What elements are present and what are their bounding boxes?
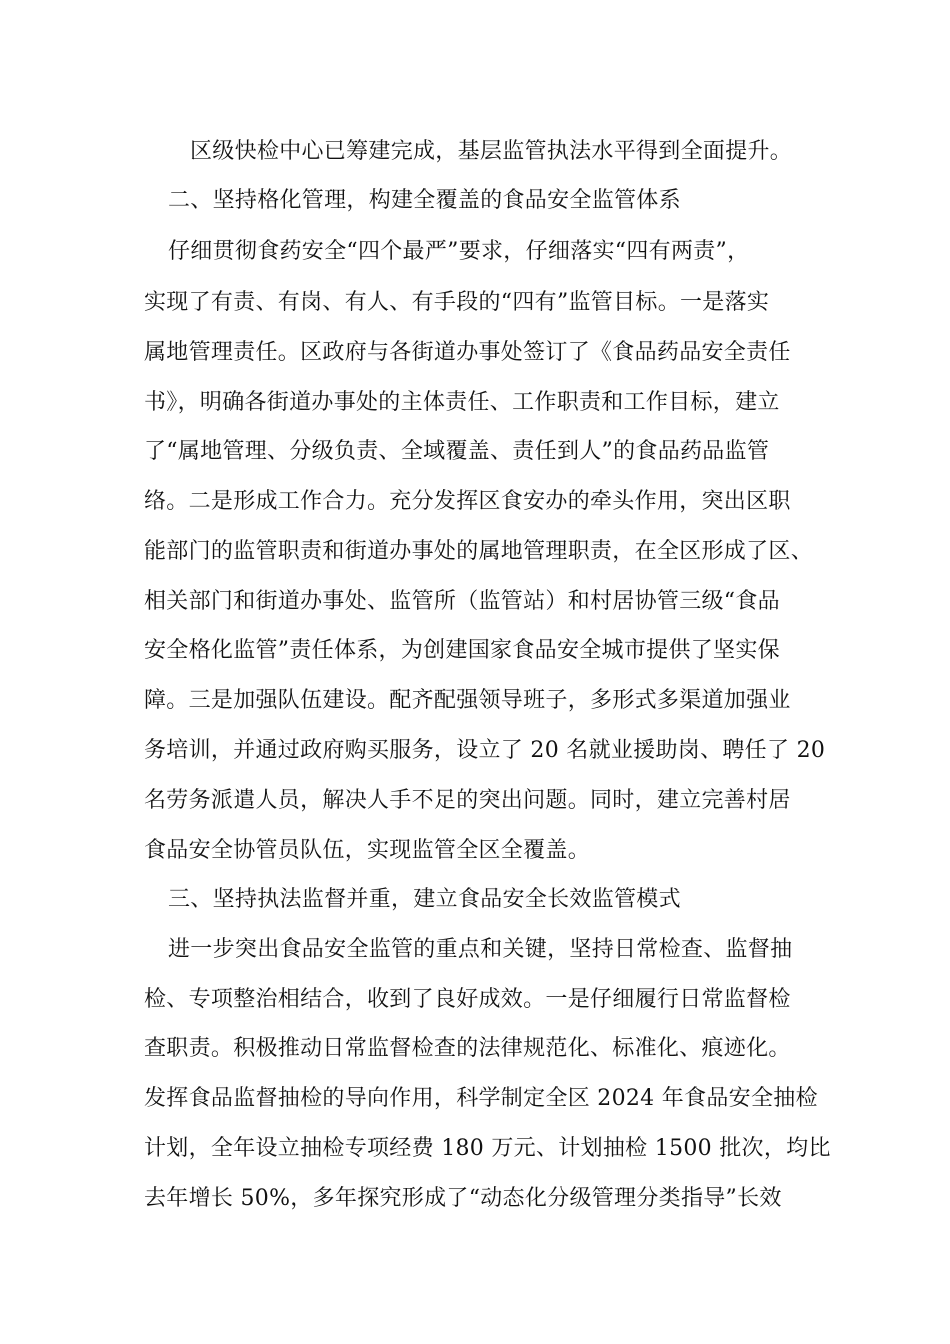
paragraph-line: 食品安全协管员队伍，实现监管全区全覆盖。 xyxy=(144,838,591,863)
paragraph-line: 仔细贯彻食药安全“四个最严”要求，仔细落实“四有两责”， xyxy=(168,239,750,264)
paragraph-line: 检、专项整治相结合，收到了良好成效。一是仔细履行日常监督检 xyxy=(144,987,791,1012)
section-heading: 三、坚持执法监督并重，建立食品安全长效监管模式 xyxy=(168,887,681,912)
paragraph-line: 名劳务派遣人员，解决人手不足的突出问题。同时，建立完善村居 xyxy=(144,788,791,813)
paragraph-line: 障。三是加强队伍建设。配齐配强领导班子，多形式多渠道加强业 xyxy=(144,688,791,713)
paragraph-line: 实现了有责、有岗、有人、有手段的“四有”监管目标。一是落实 xyxy=(144,290,770,315)
paragraph-line: 属地管理责任。区政府与各街道办事处签订了《食品药品安全责任 xyxy=(144,340,791,365)
paragraph-line: 安全格化监管”责任体系，为创建国家食品安全城市提供了坚实保 xyxy=(144,638,780,663)
paragraph-line: 相关部门和街道办事处、监管所（监管站）和村居协管三级“食品 xyxy=(144,589,780,614)
paragraph-line: 计划，全年设立抽检专项经费 180 万元、计划抽检 1500 批次，均比 xyxy=(144,1136,831,1161)
paragraph-line: 进一步突出食品安全监管的重点和关键，坚持日常检查、监督抽 xyxy=(168,937,793,962)
paragraph-line: 务培训，并通过政府购买服务，设立了 20 名就业援助岗、聘任了 20 xyxy=(144,738,826,763)
section-heading: 二、坚持格化管理，构建全覆盖的食品安全监管体系 xyxy=(168,188,681,213)
paragraph-line: 去年增长 50%，多年探究形成了“动态化分级管理分类指导”长效 xyxy=(144,1186,782,1211)
paragraph-line: 书》，明确各街道办事处的主体责任、工作职责和工作目标，建立 xyxy=(144,390,780,415)
paragraph-line: 络。二是形成工作合力。充分发挥区食安办的牵头作用，突出区职 xyxy=(144,489,791,514)
paragraph-line: 发挥食品监督抽检的导向作用，科学制定全区 2024 年食品安全抽检 xyxy=(144,1086,818,1111)
paragraph-line: 区级快检中心已筹建完成，基层监管执法水平得到全面提升。 xyxy=(190,139,793,164)
paragraph-line: 查职责。积极推动日常监督检查的法律规范化、标准化、痕迹化。 xyxy=(144,1036,791,1061)
paragraph-line: 了“属地管理、分级负责、全域覆盖、责任到人”的食品药品监管 xyxy=(144,439,770,464)
paragraph-line: 能部门的监管职责和街道办事处的属地管理职责，在全区形成了区、 xyxy=(144,539,814,564)
